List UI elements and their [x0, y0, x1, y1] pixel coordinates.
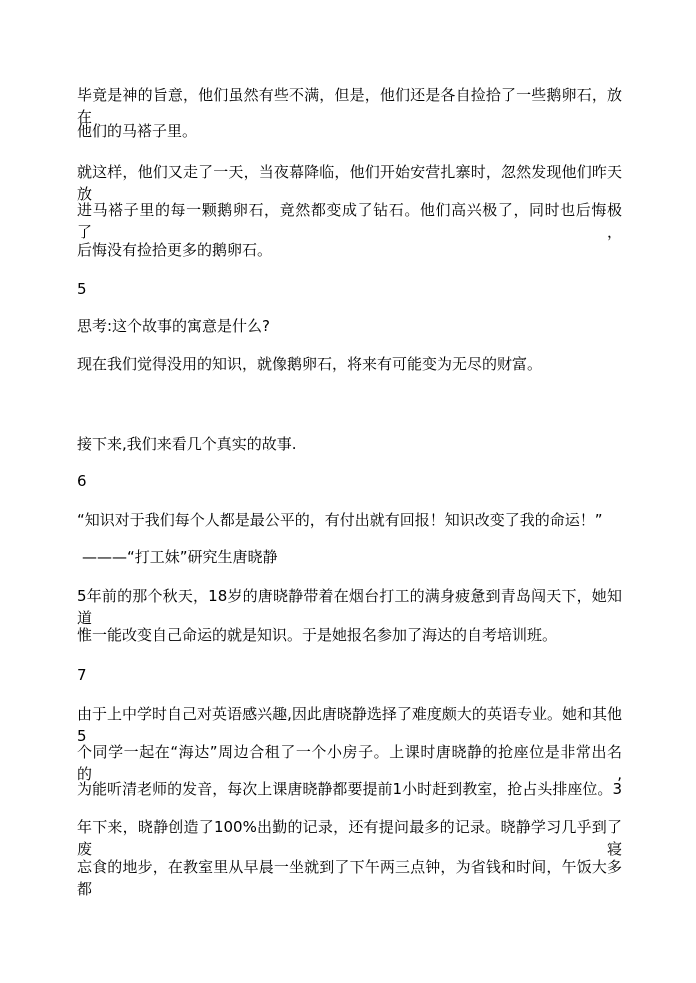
text-line: 为能听清老师的发音，每次上课唐晓静都要提前1小时赶到教室，抢占头排座位。3	[77, 780, 622, 798]
text-line: 年下来，晓静创造了100%出勤的记录，还有提问最多的记录。晓静学习几乎到了废寝	[77, 818, 622, 858]
text-line: 个同学一起在“海达”周边合租了一个小房子。上课时唐晓静的抢座位是非常出名的,	[77, 743, 622, 783]
text-line: 思考:这个故事的寓意是什么?	[77, 317, 271, 335]
text-line: 他们的马褡子里。	[77, 122, 198, 140]
text-line: 后悔没有捡拾更多的鹅卵石。	[77, 241, 273, 259]
text-line: 由于上中学时自己对英语感兴趣,因此唐晓静选择了难度颇大的英语专业。她和其他5	[77, 705, 622, 745]
text-line: 惟一能改变自己命运的就是知识。于是她报名参加了海达的自考培训班。	[77, 626, 558, 644]
text-line: 5年前的那个秋天，18岁的唐晓静带着在烟台打工的满身疲惫到青岛闯天下，她知道	[77, 587, 622, 627]
quote-line: “知识对于我们每个人都是最公平的，有付出就有回报！知识改变了我的命运！”	[77, 511, 603, 529]
text-line: 就这样，他们又走了一天，当夜幕降临，他们开始安营扎寨时，忽然发现他们昨天放	[77, 163, 622, 203]
quote-attribution: ———“打工妹”研究生唐晓静	[82, 548, 278, 566]
slide-number: 6	[77, 472, 87, 490]
slide-number: 5	[77, 280, 87, 298]
text-line: 现在我们觉得没用的知识，就像鹅卵石，将来有可能变为无尽的财富。	[77, 355, 543, 373]
text-line: 毕竟是神的旨意，他们虽然有些不满，但是，他们还是各自捡拾了一些鹅卵石，放在	[77, 86, 622, 126]
text-line: 接下来,我们来看几个真实的故事.	[77, 435, 297, 453]
slide-number: 7	[77, 666, 87, 684]
text-line: 进马褡子里的每一颗鹅卵石，竟然都变成了钻石。他们高兴极了，同时也后悔极了，	[77, 201, 622, 241]
text-line: 忘食的地步，在教室里从早晨一坐就到了下午两三点钟，为省钱和时间，午饭大多都	[77, 858, 622, 898]
